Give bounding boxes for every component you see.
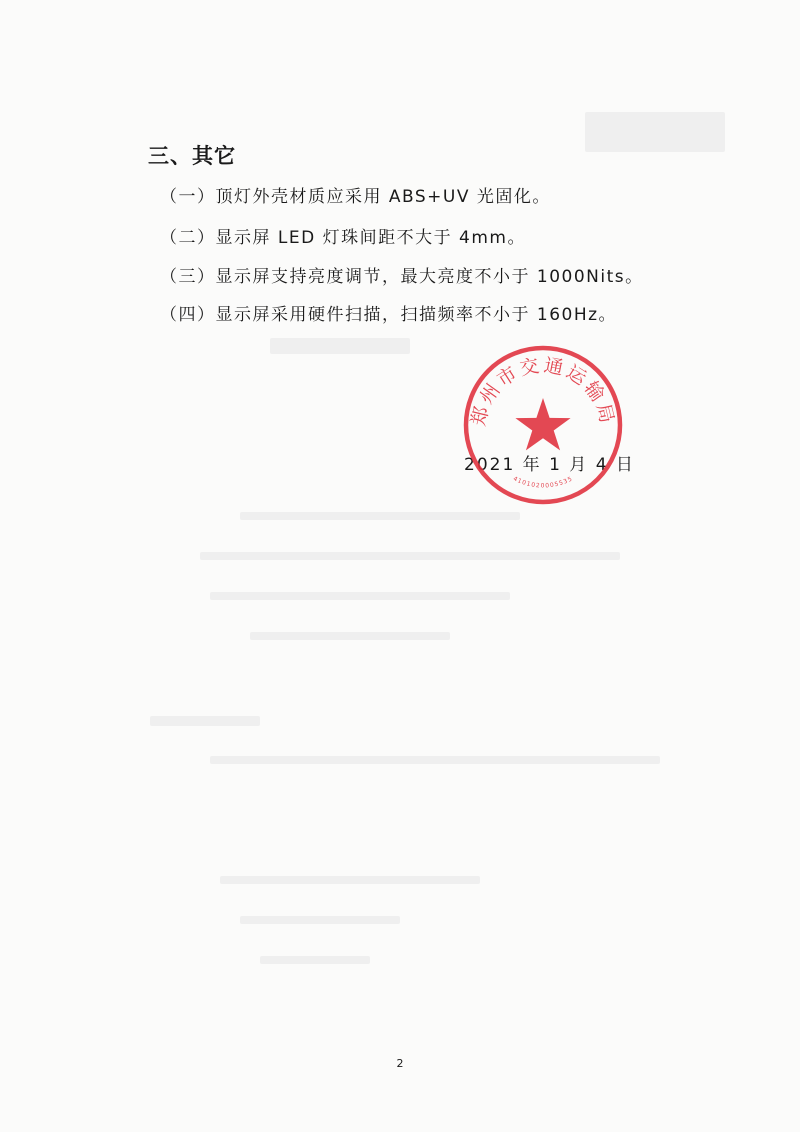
seal-serial: 4101020005535 bbox=[511, 475, 575, 490]
clause-4: （四）显示屏采用硬件扫描，扫描频率不小于 160Hz。 bbox=[160, 305, 618, 325]
clause-1: （一）顶灯外壳材质应采用 ABS+UV 光固化。 bbox=[160, 187, 551, 207]
page-number: 2 bbox=[396, 1057, 404, 1070]
star-icon bbox=[515, 398, 570, 450]
official-seal bbox=[462, 344, 624, 506]
signature-date: 2021 年 1 月 4 日 bbox=[464, 455, 635, 475]
section-heading: 三、其它 bbox=[148, 144, 236, 168]
clause-2: （二）显示屏 LED 灯珠间距不大于 4mm。 bbox=[160, 228, 526, 248]
clause-3: （三）显示屏支持亮度调节，最大亮度不小于 1000Nits。 bbox=[160, 267, 644, 287]
seal-org-name: 郑州市交通运输局 bbox=[467, 354, 619, 429]
